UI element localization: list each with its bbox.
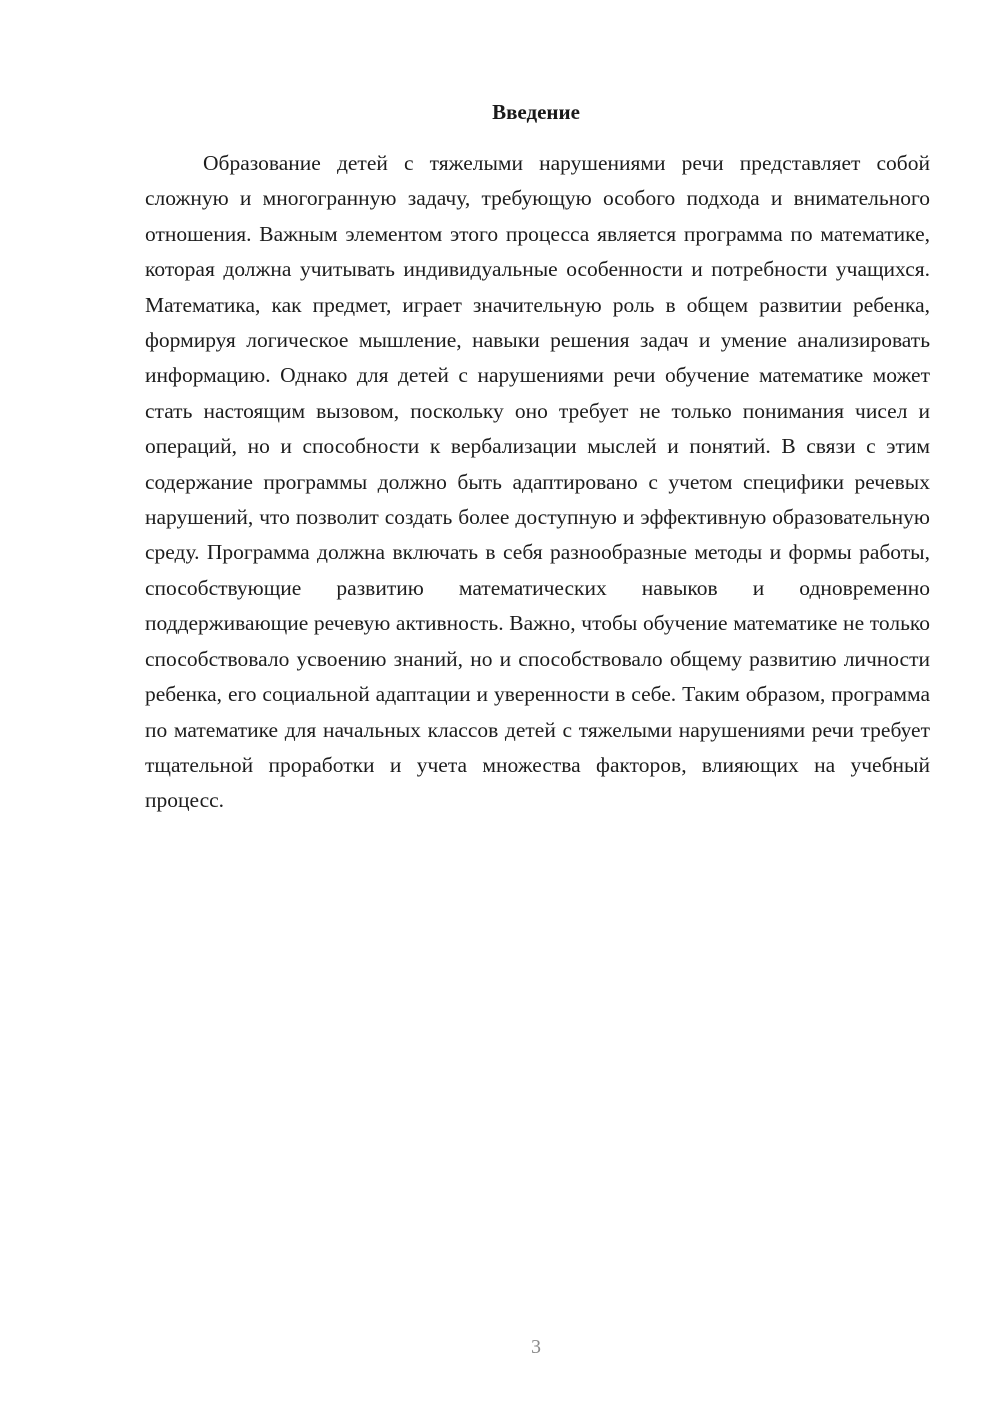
- page-number: 3: [531, 1336, 541, 1358]
- body-paragraph: Образование детей с тяжелыми нарушениями речи представляет собой сложную и многогранную задачу, требующую особого подхода и внимательного отношения. Важным элементом этого процесса является программа по математике, которая должна учитывать индивидуальные особенности и потребности учащихся. Математика, как предмет, играет значительную роль в общем развитии ребенка, формируя логическое мышление, навыки решения задач и умение анализировать информацию. Однако для детей с нарушениями речи обучение математике может стать настоящим вызовом, поскольку оно требует не только понимания чисел и операций, но и способности к вербализации мыслей и понятий. В связи с этим содержание программы должно быть адаптировано с учетом специфики речевых нарушений, что позволит создать более доступную и эффективную образовательную среду. Программа должна включать в себя разнообразные методы и формы работы, способствующие развитию математических навыков и одновременно поддерживающие речевую активность. Важно, чтобы обучение математике не только способствовало усвоению знаний, но и способствовало общему развитию личности ребенка, его социальной адаптации и уверенности в себе. Таким образом, программа по математике для начальных классов детей с тяжелыми нарушениями речи требует тщательной проработки и учета множества факторов, влияющих на учебный процесс.: [145, 151, 930, 813]
- page-title: Введение: [492, 100, 580, 124]
